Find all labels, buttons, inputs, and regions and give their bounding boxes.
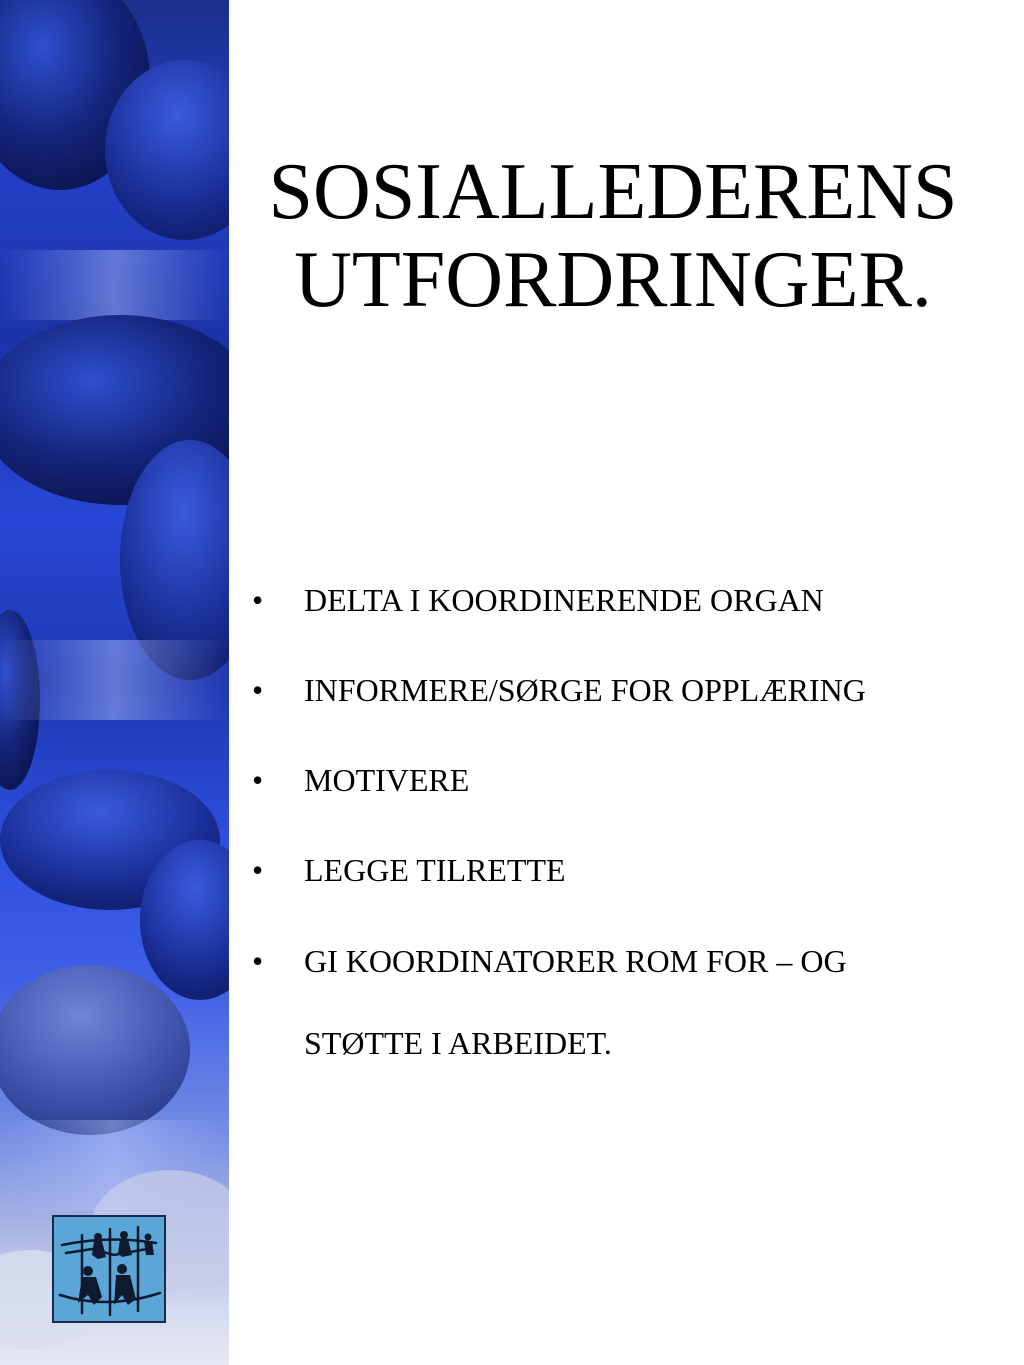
bullet-icon: • <box>252 943 264 979</box>
list-item <box>250 848 990 893</box>
list-item <box>250 668 990 713</box>
rock-art-icon <box>52 1215 166 1323</box>
bullet-icon: • <box>252 852 264 888</box>
bullet-icon: • <box>252 762 264 798</box>
bullet-text: LEGGE TILRETTE <box>304 852 566 888</box>
bullet-text: DELTA I KOORDINERENDE ORGAN <box>304 582 824 618</box>
title-line-2: UTFORDRINGER. <box>294 236 932 324</box>
bullet-list <box>250 578 990 1129</box>
bullet-text: INFORMERE/SØRGE FOR OPPLÆRING <box>304 672 866 708</box>
bullet-icon: • <box>252 672 264 708</box>
title-line-1: SOSIALLEDERENS <box>268 148 958 236</box>
slide-title <box>240 148 986 324</box>
rocks-illustration <box>0 0 229 1365</box>
list-item <box>250 920 944 1084</box>
bullet-text: GI KOORDINATORER ROM FOR – OG STØTTE I ARBEIDET. <box>304 943 847 1061</box>
bullet-icon: • <box>252 582 264 618</box>
list-item <box>250 758 990 803</box>
water-rocks-photo <box>0 0 229 1365</box>
list-item <box>250 578 990 623</box>
bullet-text: MOTIVERE <box>304 762 470 798</box>
rock-art-logo <box>52 1215 166 1323</box>
